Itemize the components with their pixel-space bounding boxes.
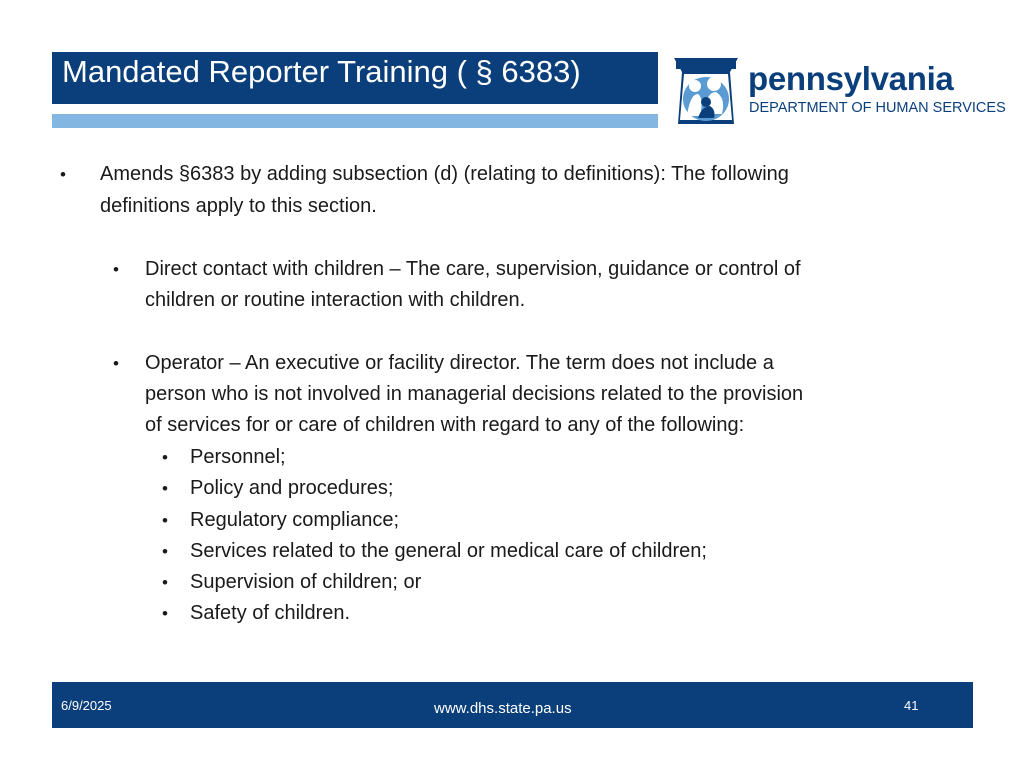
direct-contact-line-2: children or routine interaction with children. [145,289,526,311]
operator-line-3: of services for or care of children with regard to any of the following: [145,414,745,436]
intro-line-2: definitions apply to this section. [100,195,377,217]
operator-item: Personnel; [190,446,286,468]
logo-wordmark: pennsylvania [748,60,954,97]
logo-department: DEPARTMENT OF HUMAN SERVICES [749,100,1006,116]
operator-item: Supervision of children; or [190,571,422,593]
operator-item: Policy and procedures; [190,477,394,499]
footer-url-link[interactable]: www.dhs.state.pa.us [434,700,572,717]
footer-date: 6/9/2025 [61,698,112,713]
pa-dhs-logo [670,52,1010,132]
operator-line-2: person who is not involved in managerial decisions related to the provision [145,383,804,405]
direct-contact-line-1: Direct contact with children – The care, supervision, guidance or control of [145,258,801,280]
operator-line-1: Operator – An executive or facility director. The term does not include a [145,352,774,374]
footer-bar [52,682,973,728]
operator-item: Services related to the general or medical care of children; [190,540,707,562]
bullet-dot-icon: • [162,573,168,592]
bullet-dot-icon: • [113,354,119,373]
bullet-dot-icon: • [60,165,66,184]
title-bar [52,52,658,104]
bullet-dot-icon: • [113,260,119,279]
intro-line-1: Amends §6383 by adding subsection (d) (relating to definitions): The following [100,163,789,185]
operator-item: Safety of children. [190,602,351,624]
operator-item: Regulatory compliance; [190,509,399,531]
bullet-dot-icon: • [162,542,168,561]
bullet-dot-icon: • [162,604,168,623]
title-accent-stripe [52,114,658,128]
bullet-dot-icon: • [162,511,168,530]
page-title: Mandated Reporter Training ( § 6383) [62,54,581,89]
page-number: 41 [904,698,919,713]
bullet-dot-icon: • [162,448,168,467]
keystone-family-icon [670,54,742,128]
bullet-dot-icon: • [162,479,168,498]
